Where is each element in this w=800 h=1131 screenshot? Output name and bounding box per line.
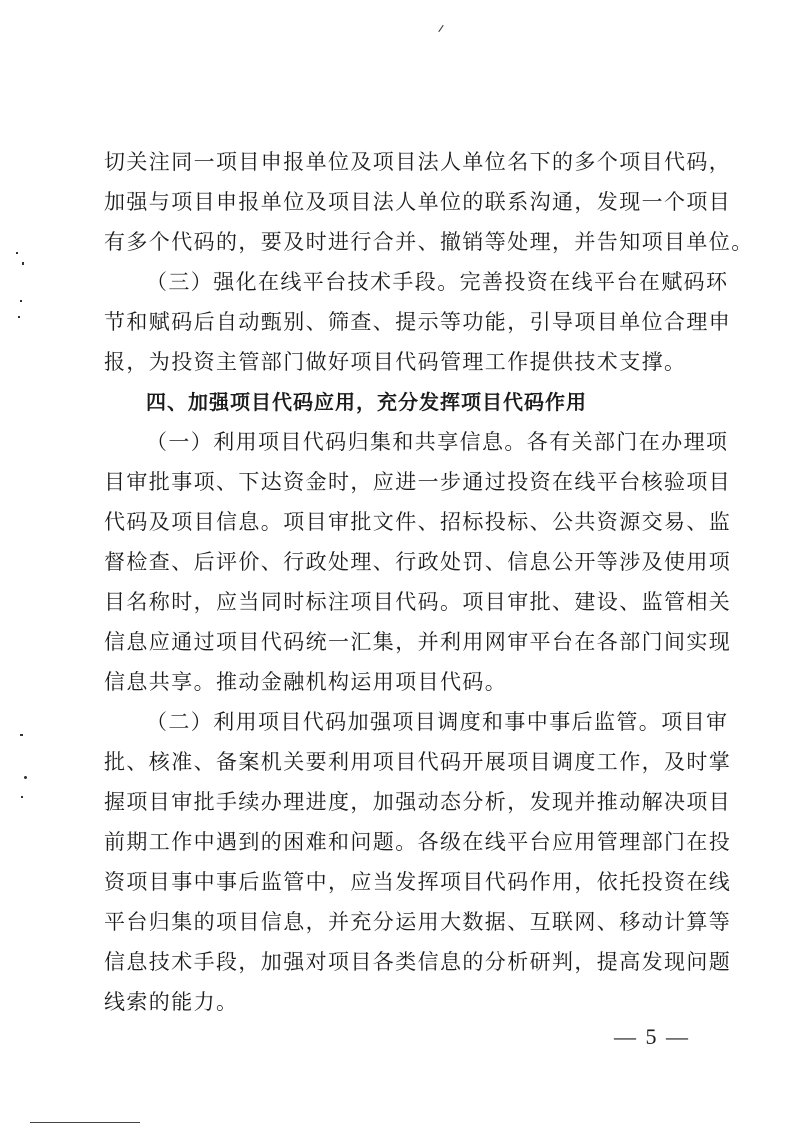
scan-mark-left-3 bbox=[20, 300, 22, 302]
scan-bottom-rule bbox=[30, 1122, 140, 1123]
text-line: 信息共享。推动金融机构运用项目代码。 bbox=[104, 670, 508, 694]
text-line: 督检查、后评价、行政处理、行政处罚、信息公开等涉及使用项 bbox=[104, 550, 732, 574]
scan-mark-left-2 bbox=[22, 262, 24, 265]
scan-mark-left-5 bbox=[20, 734, 23, 736]
text-line: 目审批事项、下达资金时，应进一步通过投资在线平台核验项目 bbox=[104, 470, 732, 494]
text-line: 信息技术手段，加强对项目各类信息的分析研判，提高发现问题 bbox=[104, 950, 732, 974]
page-number: — 5 — bbox=[614, 1024, 690, 1049]
text-line: 加强与项目申报单位及项目法人单位的联系沟通，发现一个项目 bbox=[104, 190, 732, 214]
text-line: （三）强化在线平台技术手段。完善投资在线平台在赋码环 bbox=[146, 270, 729, 294]
text-line: 平台归集的项目信息，并充分运用大数据、互联网、移动计算等 bbox=[104, 910, 732, 934]
text-line: 前期工作中遇到的困难和问题。各级在线平台应用管理部门在投 bbox=[104, 830, 732, 854]
scan-mark-left-4 bbox=[18, 316, 20, 318]
text-line: 切关注同一项目申报单位及项目法人单位名下的多个项目代码， bbox=[104, 150, 732, 174]
text-line: 资项目事中事后监管中，应当发挥项目代码作用，依托投资在线 bbox=[104, 870, 732, 894]
scan-mark-left-6 bbox=[24, 776, 27, 779]
scan-mark-left-1 bbox=[16, 252, 18, 254]
text-line: 线索的能力。 bbox=[104, 990, 239, 1014]
text-line: 信息应通过项目代码统一汇集，并利用网审平台在各部门间实现 bbox=[104, 630, 732, 654]
scan-mark-left-7 bbox=[21, 796, 23, 798]
text-line: 节和赋码后自动甄别、筛查、提示等功能，引导项目单位合理申 bbox=[104, 310, 732, 334]
text-line: 代码及项目信息。项目审批文件、招标投标、公共资源交易、监 bbox=[104, 510, 732, 534]
text-line: （二）利用项目代码加强项目调度和事中事后监管。项目审 bbox=[146, 710, 729, 734]
text-line: 目名称时，应当同时标注项目代码。项目审批、建设、监管相关 bbox=[104, 590, 732, 614]
text-line: 批、核准、备案机关要利用项目代码开展项目调度工作，及时掌 bbox=[104, 750, 732, 774]
text-line: （一）利用项目代码归集和共享信息。各有关部门在办理项 bbox=[146, 430, 729, 454]
text-line: 有多个代码的，要及时进行合并、撤销等处理，并告知项目单位。 bbox=[104, 230, 754, 254]
scan-mark-top bbox=[438, 25, 443, 32]
text-line: 握项目审批手续办理进度，加强动态分析，发现并推动解决项目 bbox=[104, 790, 732, 814]
text-line: 报，为投资主管部门做好项目代码管理工作提供技术支撑。 bbox=[104, 350, 687, 374]
section-heading: 四、加强项目代码应用，充分发挥项目代码作用 bbox=[146, 390, 587, 414]
